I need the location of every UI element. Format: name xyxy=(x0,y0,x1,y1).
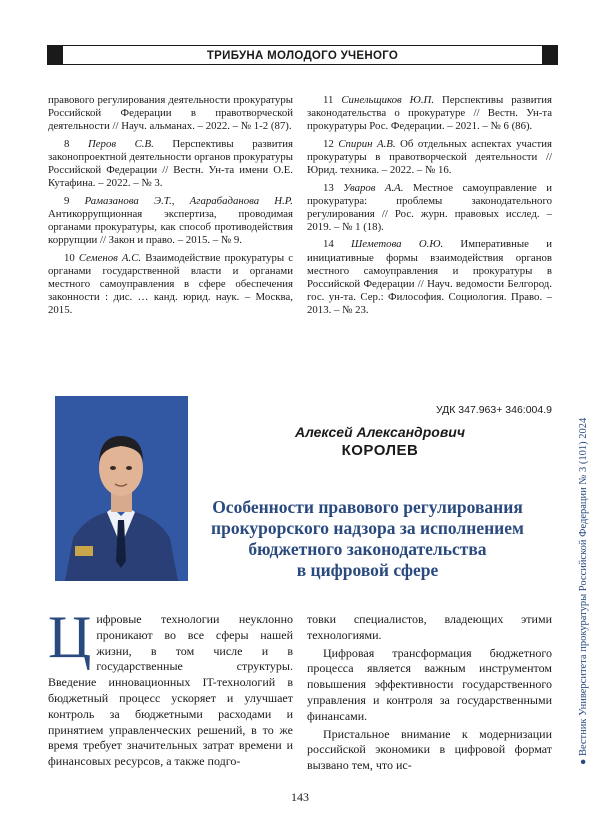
udk-code: УДК 347.963+ 346:004.9 xyxy=(435,404,552,416)
body-paragraph: Цифровые технологии неуклонно проникают во все сферы нашей жизни, в том числе и в государственные структуры. Введение инновационных IT-технологий в бюджетный процесс ускоряет и улучшает контроль за бюджетными расходами и принятием управленческих решений, в то же время требует значительных затрат времени и финансовых ресурсов, а также подго- xyxy=(48,604,293,769)
page-number: 143 xyxy=(291,790,309,804)
section-header xyxy=(47,45,558,65)
section-header-title: ТРИБУНА МОЛОДОГО УЧЕНОГО xyxy=(206,50,399,62)
reference-item: правового регулирования деятельности прокуратуры Российской Федерации в правотворческой деятельности // Науч. альманах. – 2022. – № 1-2 (87). xyxy=(48,94,293,133)
reference-item: 14 Шеметова О.Ю. Императивные и инициативные формы взаимодействия органов местного самоуправления и прокуратуры в Российской Федерации // Науч. ведомости Белгород. гос. ун-та. Сер.: Философия. Социология. Право. – 2013. – № 23. xyxy=(307,238,552,316)
author-portrait-icon xyxy=(55,396,188,581)
body-paragraph: товки специалистов, владеющих этими технологиями. xyxy=(307,612,552,642)
references-right-column xyxy=(307,94,552,322)
body-right-column xyxy=(307,612,552,776)
reference-item: 10 Семенов А.С. Взаимодействие прокуратуры с органами государственной власти и органами местного самоуправления в сфере обеспечения законности : дис. … канд. юрид. наук. – Москва, 2015. xyxy=(48,251,293,316)
reference-item: 8 Перов С.В. Перспективы развития законопроектной деятельности органов прокуратуры Российской Федерации // Вестн. Ун-та имени О.Е. Кутафина. – 2022. – № 3. xyxy=(48,137,294,190)
reference-item: 11 Синельщиков Ю.П. Перспективы развития законодательства о прокуратуре // Вестн. Ун-та прокуратуры Рос. Федерации. – 2021. – № 6 (86). xyxy=(307,94,553,133)
author-surname: КОРОЛЕВ xyxy=(341,442,419,459)
header-right-block xyxy=(542,45,558,65)
journal-side-title: ● Вестник Университета прокуратуры Российской Федерации № 3 (101) 2024 xyxy=(578,417,589,765)
bullet-icon: ● xyxy=(578,758,589,765)
reference-item: 12 Спирин А.В. Об отдельных аспектах участия прокуратуры в правотворческой деятельности // Юрид. техника. – 2022. – № 16. xyxy=(307,137,553,176)
header-left-block xyxy=(47,45,63,65)
reference-item: 13 Уваров А.А. Местное самоуправление и прокуратура: проблемы законодательного регулирования // Рос. журн. правовых исслед. – 2019. – № 1 (18). xyxy=(307,181,553,233)
author-portrait xyxy=(55,396,188,581)
article-title: Особенности правового регулирования прокурорского надзора за исполнением бюджетного законодательства в цифровой сфере xyxy=(211,497,524,580)
body-paragraph: Пристальное внимание к модернизации российской экономики в цифровой формат вызвано тем, что ис- xyxy=(307,726,552,773)
drop-cap: Ц xyxy=(48,604,92,670)
reference-item: 9 Рамазанова Э.Т., Агарабаданова Н.Р. Антикоррупционная экспертиза, проводимая органами прокуратуры, как способ противодействия коррупции // Закон и право. – 2015. – № 9. xyxy=(48,194,293,246)
references-left-column xyxy=(48,94,293,322)
body-paragraph: Цифровая трансформация бюджетного процесса является важным инструментом повышения эффективности государственного управления и контроля за государственными финансами. xyxy=(307,645,552,723)
author-given-names: Алексей Александрович xyxy=(294,424,465,440)
body-left-column xyxy=(48,604,293,772)
